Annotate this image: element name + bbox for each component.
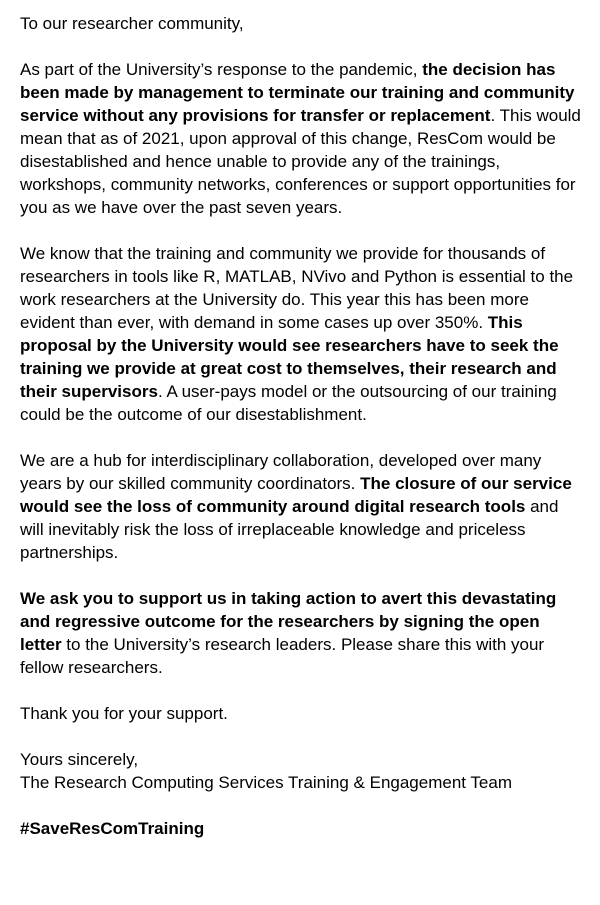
salutation: To our researcher community, — [20, 14, 244, 33]
paragraph-4-rest: to the University’s research leaders. Please share this with your fellow researchers. — [20, 635, 545, 677]
paragraph-2-intro: We know that the training and community we provide for thousands of researchers in tools like R, MATLAB, NVivo and Python is essential to the work researchers at the University do. This year this has been more evident than ever, with demand in some cases up over 350%. — [20, 244, 574, 332]
hashtag-text: #SaveResComTraining — [20, 819, 205, 838]
paragraph-training-demand — [20, 242, 582, 426]
paragraph-call-to-action — [20, 587, 582, 679]
thanks-line: Thank you for your support. — [20, 704, 228, 723]
signature-line: The Research Computing Services Training & Engagement Team — [20, 773, 512, 792]
paragraph-2-emphasis: This proposal by the University would see researchers have to seek the training we provide at great cost to themselves, their research and their supervisors — [20, 313, 559, 401]
paragraph-community-hub — [20, 449, 582, 564]
paragraph-1-intro: As part of the University’s response to the pandemic, — [20, 60, 423, 79]
paragraph-3-intro: We are a hub for interdisciplinary collaboration, developed over many years by our skilled community coordinators. — [20, 451, 542, 493]
hashtag — [20, 817, 582, 840]
paragraph-4-emphasis: We ask you to support us in taking action to avert this devastating and regressive outcome for the researchers by signing the open letter — [20, 589, 557, 654]
closing-line: Yours sincerely, — [20, 750, 139, 769]
sign-off — [20, 748, 582, 794]
paragraph-3-emphasis: The closure of our service would see the loss of community around digital research tools — [20, 474, 572, 516]
paragraph-1-emphasis: the decision has been made by management to terminate our training and community service without any provisions for transfer or replacement — [20, 60, 575, 125]
paragraph-1-rest: . This would mean that as of 2021, upon approval of this change, ResCom would be disestablished and hence unable to provide any of the trainings, workshops, community networks, conferences or support opportunities for you as we have over the past seven years. — [20, 106, 581, 217]
paragraph-3-rest: and will inevitably risk the loss of irreplaceable knowledge and priceless partnerships. — [20, 497, 559, 562]
paragraph-pandemic-decision — [20, 58, 582, 219]
paragraph-2-rest: . A user-pays model or the outsourcing of our training could be the outcome of our disestablishment. — [20, 382, 557, 424]
